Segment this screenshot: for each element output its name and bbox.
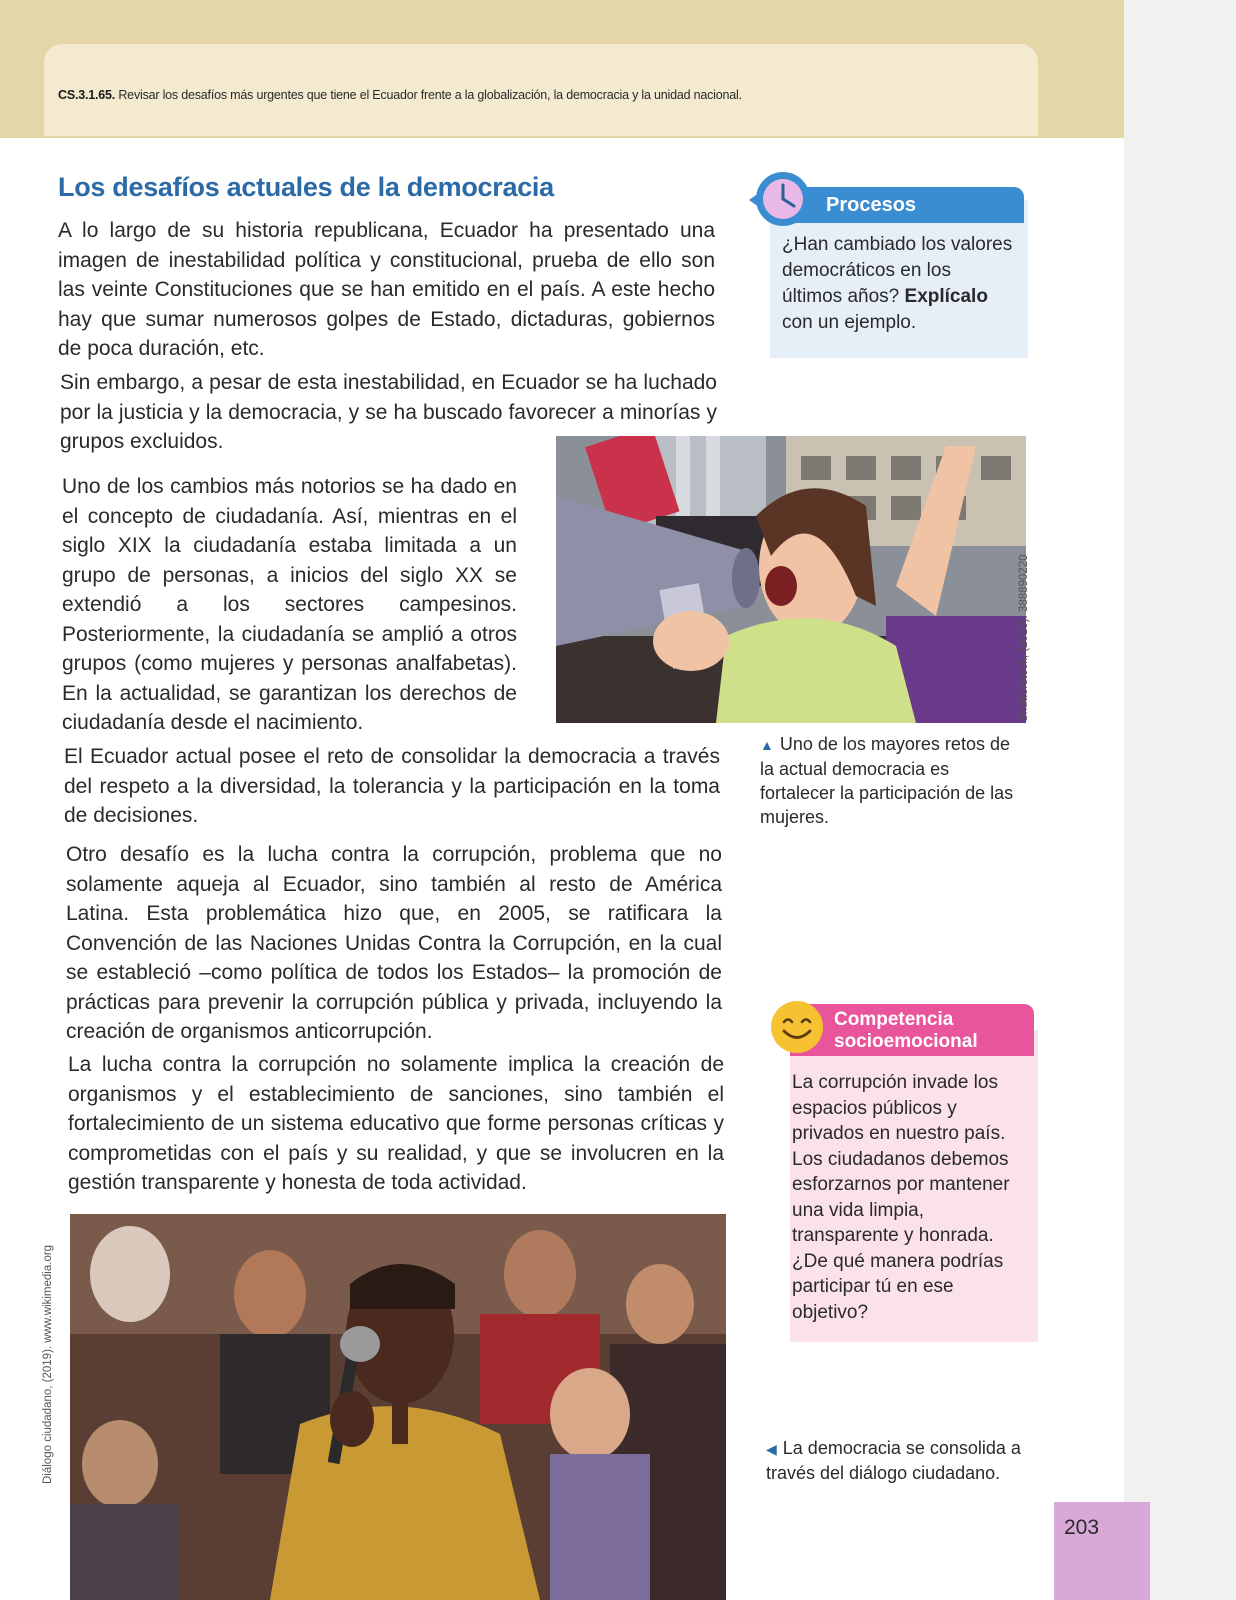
smiley-icon [768, 998, 826, 1056]
photo1-credit: Shutterstock, (2019). 388890220 [1018, 554, 1030, 722]
paragraph-5: Otro desafío es la lucha contra la corrupción, problema que no solamente aqueja al Ecuador, sino también al resto de América Latina. Esta problemática hizo que, en 2005, se ratificara la Convención de las Naciones Unidas Contra la Corrupción, en la cual se estableció –como política de todos los Estados– la promoción de prácticas para prevenir la corrupción pública y privada, incluyendo la creación de organismos anticorrupción. [66, 843, 722, 1043]
photo1-caption-text: Uno de los mayores retos de la actual democracia es fortalecer la participación de las mujeres. [760, 734, 1014, 827]
paragraph-2: Sin embargo, a pesar de esta inestabilidad, en Ecuador se ha luchado por la justicia y la democracia, y se ha buscado favorecer a minorías y grupos excluidos. [60, 371, 717, 453]
section-title: Los desafíos actuales de la democracia [58, 172, 554, 202]
dialogue-photo [70, 1214, 726, 1600]
procesos-instruction: Explícalo [904, 286, 988, 307]
objective-code: CS.3.1.65. [58, 88, 116, 102]
objective-text: Revisar los desafíos más urgentes que tiene el Ecuador frente a la globalización, la democracia y la unidad nacional. [118, 88, 742, 102]
competencia-text: La corrupción invade los espacios públicos y privados en nuestro país. Los ciudadanos debemos esforzarnos por mantener una vida limpia, transparente y honrada. ¿De qué manera podrías participar tú en ese objetivo? [792, 1072, 1010, 1323]
page-number-tab [1054, 1502, 1150, 1600]
page-edge-strip [1124, 0, 1236, 1600]
photo2-credit: Diálogo ciudadano, (2019). www.wikimedia.org [42, 1244, 54, 1484]
procesos-question: ¿Han cambiado los valores democráticos en los últimos años? [782, 234, 1013, 307]
photo2-caption [766, 1436, 1022, 1485]
procesos-tail: con un ejemplo. [782, 312, 917, 333]
paragraph-6: La lucha contra la corrupción no solamente implica la creación de organismos y el establecimiento de sanciones, sino también el fortalecimiento de un sistema educativo que forme personas críticas y comprometidas con el país y su realidad, y que se involucren en la gestión transparente y honesta de toda actividad. [68, 1053, 724, 1194]
photo2-caption-text: La democracia se consolida a través del diálogo ciudadano. [766, 1438, 1021, 1483]
photo1-caption [760, 732, 1016, 829]
learning-objective-box [44, 44, 1038, 136]
page-number: 203 [1064, 1516, 1100, 1539]
competencia-heading [834, 1009, 1030, 1053]
protest-photo [556, 436, 1026, 723]
competencia-heading-line2: socioemocional [834, 1031, 978, 1052]
procesos-heading: Procesos [826, 194, 917, 216]
learning-objective [58, 88, 1008, 102]
procesos-text [782, 232, 1014, 336]
triangle-left-icon: ◀ [766, 1441, 777, 1457]
competencia-heading-line1: Competencia [834, 1009, 954, 1030]
paragraph-4: El Ecuador actual posee el reto de consolidar la democracia a través del respeto a la diversidad, la tolerancia y la participación en la toma de decisiones. [64, 745, 720, 827]
clock-icon [745, 166, 815, 232]
paragraph-1: A lo largo de su historia republicana, Ecuador ha presentado una imagen de inestabilidad política y constitucional, prueba de ello son las veinte Constituciones que se han emitido en el país. A este hecho hay que sumar numerosos golpes de Estado, dictaduras, gobiernos de poca duración, etc. [58, 219, 715, 360]
competencia-header [790, 1004, 1034, 1056]
triangle-up-icon: ▲ [760, 737, 774, 753]
paragraph-3: Uno de los cambios más notorios se ha dado en el concepto de ciudadanía. Así, mientras en el siglo XIX la ciudadanía estaba limitada a un grupo de personas, a inicios del siglo XX se extendió a los sectores campesinos. Posteriormente, la ciudadanía se amplió a otros grupos (como mujeres y personas analfabetas). En la actualidad, se garantizan los derechos de ciudadanía desde el nacimiento. [62, 475, 517, 734]
